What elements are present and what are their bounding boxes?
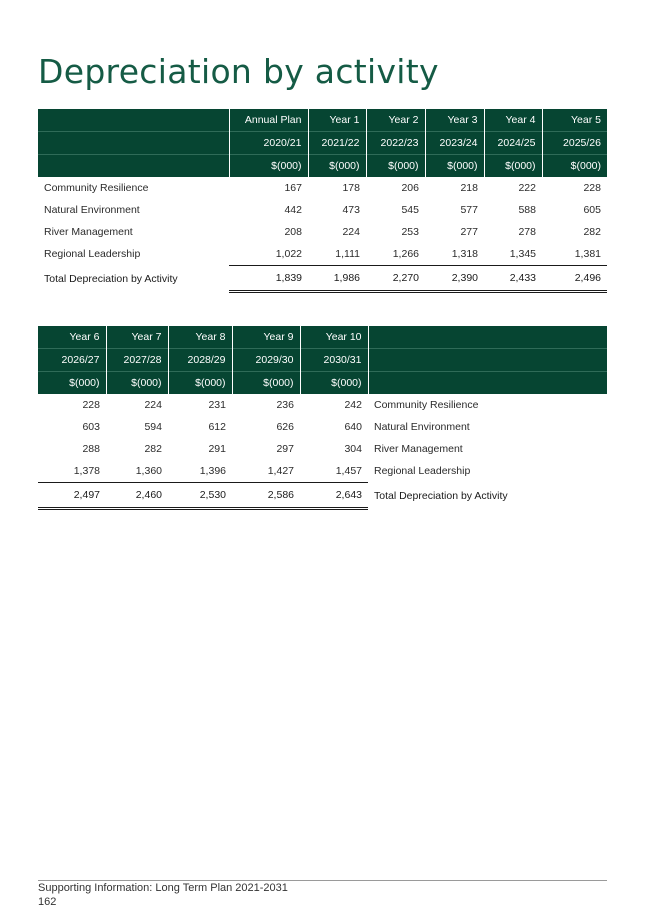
row-label: Regional Leadership xyxy=(374,465,471,478)
table-row xyxy=(38,177,607,199)
header-cell: $(000) xyxy=(106,372,168,395)
value-cell: 224 xyxy=(144,399,162,411)
header-row-period xyxy=(38,132,607,155)
header-cell: 2028/29 xyxy=(168,349,232,372)
row-label: Regional Leadership xyxy=(44,248,141,261)
value-cell: 1,111 xyxy=(335,248,360,260)
value-cell: 588 xyxy=(518,204,536,216)
value-cell: 442 xyxy=(284,204,302,216)
value-cell: 224 xyxy=(342,226,360,238)
total-row xyxy=(38,266,607,292)
header-blank xyxy=(38,155,229,178)
value-cell: 277 xyxy=(460,226,478,238)
header-blank xyxy=(38,109,229,132)
row-label: Community Resilience xyxy=(374,399,479,411)
value-cell: 603 xyxy=(82,421,100,433)
header-cell: $(000) xyxy=(229,155,308,178)
value-cell: 236 xyxy=(276,399,294,411)
header-cell: Year 5 xyxy=(542,109,607,132)
value-cell: 167 xyxy=(284,182,302,194)
header-cell: Year 10 xyxy=(300,326,368,349)
table-row xyxy=(38,394,607,416)
value-cell: 282 xyxy=(144,443,162,455)
footer-divider xyxy=(38,880,607,881)
value-cell: 1,022 xyxy=(275,248,302,260)
header-cell: 2022/23 xyxy=(366,132,425,155)
value-cell: 218 xyxy=(460,182,478,194)
header-cell: 2023/24 xyxy=(425,132,484,155)
total-value: 2,496 xyxy=(542,266,607,292)
total-value: 2,390 xyxy=(425,266,484,292)
total-label: Total Depreciation by Activity xyxy=(374,489,508,502)
value-cell: 1,266 xyxy=(392,248,419,260)
table-row xyxy=(38,460,607,483)
table-row xyxy=(38,243,607,266)
header-cell: $(000) xyxy=(542,155,607,178)
header-cell: Year 8 xyxy=(168,326,232,349)
total-label: Total Depreciation by Activity xyxy=(44,272,178,285)
header-cell: 2021/22 xyxy=(308,132,366,155)
value-cell: 612 xyxy=(208,421,226,433)
value-cell: 222 xyxy=(518,182,536,194)
total-value: 1,986 xyxy=(308,266,366,292)
value-cell: 228 xyxy=(583,182,601,194)
total-value: 2,530 xyxy=(168,483,232,509)
header-cell: Year 9 xyxy=(232,326,300,349)
value-cell: 1,381 xyxy=(574,248,601,260)
row-label: Natural Environment xyxy=(44,204,140,216)
header-cell: $(000) xyxy=(232,372,300,395)
header-cell: Year 1 xyxy=(308,109,366,132)
header-blank xyxy=(368,349,607,372)
value-cell: 231 xyxy=(208,399,226,411)
value-cell: 1,427 xyxy=(267,465,294,477)
value-cell: 297 xyxy=(276,443,294,455)
header-cell: $(000) xyxy=(425,155,484,178)
table-row xyxy=(38,199,607,221)
value-cell: 1,378 xyxy=(73,465,100,477)
row-label: Natural Environment xyxy=(374,421,470,433)
total-value: 1,839 xyxy=(229,266,308,292)
value-cell: 291 xyxy=(208,443,226,455)
depreciation-table-years-0-5 xyxy=(38,109,607,293)
header-blank xyxy=(368,372,607,395)
value-cell: 626 xyxy=(276,421,294,433)
header-row-year xyxy=(38,326,607,349)
header-cell: Year 4 xyxy=(484,109,542,132)
total-value: 2,643 xyxy=(300,483,368,509)
header-cell: Year 2 xyxy=(366,109,425,132)
header-cell: 2026/27 xyxy=(38,349,106,372)
header-row-unit xyxy=(38,372,607,395)
total-value: 2,497 xyxy=(38,483,106,509)
header-cell: 2024/25 xyxy=(484,132,542,155)
value-cell: 228 xyxy=(82,399,100,411)
header-row-unit xyxy=(38,155,607,178)
total-row xyxy=(38,483,607,509)
page-number: 162 xyxy=(38,896,57,908)
header-cell: $(000) xyxy=(366,155,425,178)
total-value: 2,586 xyxy=(232,483,300,509)
value-cell: 1,318 xyxy=(451,248,478,260)
value-cell: 278 xyxy=(518,226,536,238)
header-row-year xyxy=(38,109,607,132)
header-cell: 2030/31 xyxy=(300,349,368,372)
page-title: Depreciation by activity xyxy=(38,52,439,91)
header-row-period xyxy=(38,349,607,372)
footer-text: Supporting Information: Long Term Plan 2021-2031 xyxy=(38,882,288,894)
header-cell: Year 7 xyxy=(106,326,168,349)
header-cell: $(000) xyxy=(168,372,232,395)
header-cell: Year 3 xyxy=(425,109,484,132)
value-cell: 206 xyxy=(401,182,419,194)
header-cell: 2025/26 xyxy=(542,132,607,155)
value-cell: 1,360 xyxy=(135,465,162,477)
value-cell: 282 xyxy=(583,226,601,238)
value-cell: 605 xyxy=(583,204,601,216)
total-value: 2,460 xyxy=(106,483,168,509)
header-cell: 2029/30 xyxy=(232,349,300,372)
header-cell: 2027/28 xyxy=(106,349,168,372)
header-cell: $(000) xyxy=(300,372,368,395)
value-cell: 304 xyxy=(344,443,362,455)
depreciation-table-years-6-10 xyxy=(38,326,607,510)
value-cell: 545 xyxy=(401,204,419,216)
value-cell: 1,345 xyxy=(509,248,536,260)
row-label: Community Resilience xyxy=(44,182,149,194)
value-cell: 1,457 xyxy=(335,465,362,477)
table-row xyxy=(38,438,607,460)
row-label: River Management xyxy=(44,226,133,238)
header-blank xyxy=(368,326,607,349)
value-cell: 577 xyxy=(460,204,478,216)
value-cell: 178 xyxy=(342,182,360,194)
value-cell: 1,396 xyxy=(199,465,226,477)
total-value: 2,270 xyxy=(366,266,425,292)
value-cell: 208 xyxy=(284,226,302,238)
header-cell: Annual Plan xyxy=(229,109,308,132)
header-blank xyxy=(38,132,229,155)
table-row xyxy=(38,416,607,438)
value-cell: 253 xyxy=(401,226,419,238)
header-cell: 2020/21 xyxy=(229,132,308,155)
value-cell: 594 xyxy=(144,421,162,433)
header-cell: Year 6 xyxy=(38,326,106,349)
table-row xyxy=(38,221,607,243)
value-cell: 288 xyxy=(82,443,100,455)
value-cell: 640 xyxy=(344,421,362,433)
total-value: 2,433 xyxy=(484,266,542,292)
header-cell: $(000) xyxy=(484,155,542,178)
header-cell: $(000) xyxy=(38,372,106,395)
header-cell: $(000) xyxy=(308,155,366,178)
row-label: River Management xyxy=(374,443,463,455)
value-cell: 473 xyxy=(342,204,360,216)
value-cell: 242 xyxy=(344,399,362,411)
